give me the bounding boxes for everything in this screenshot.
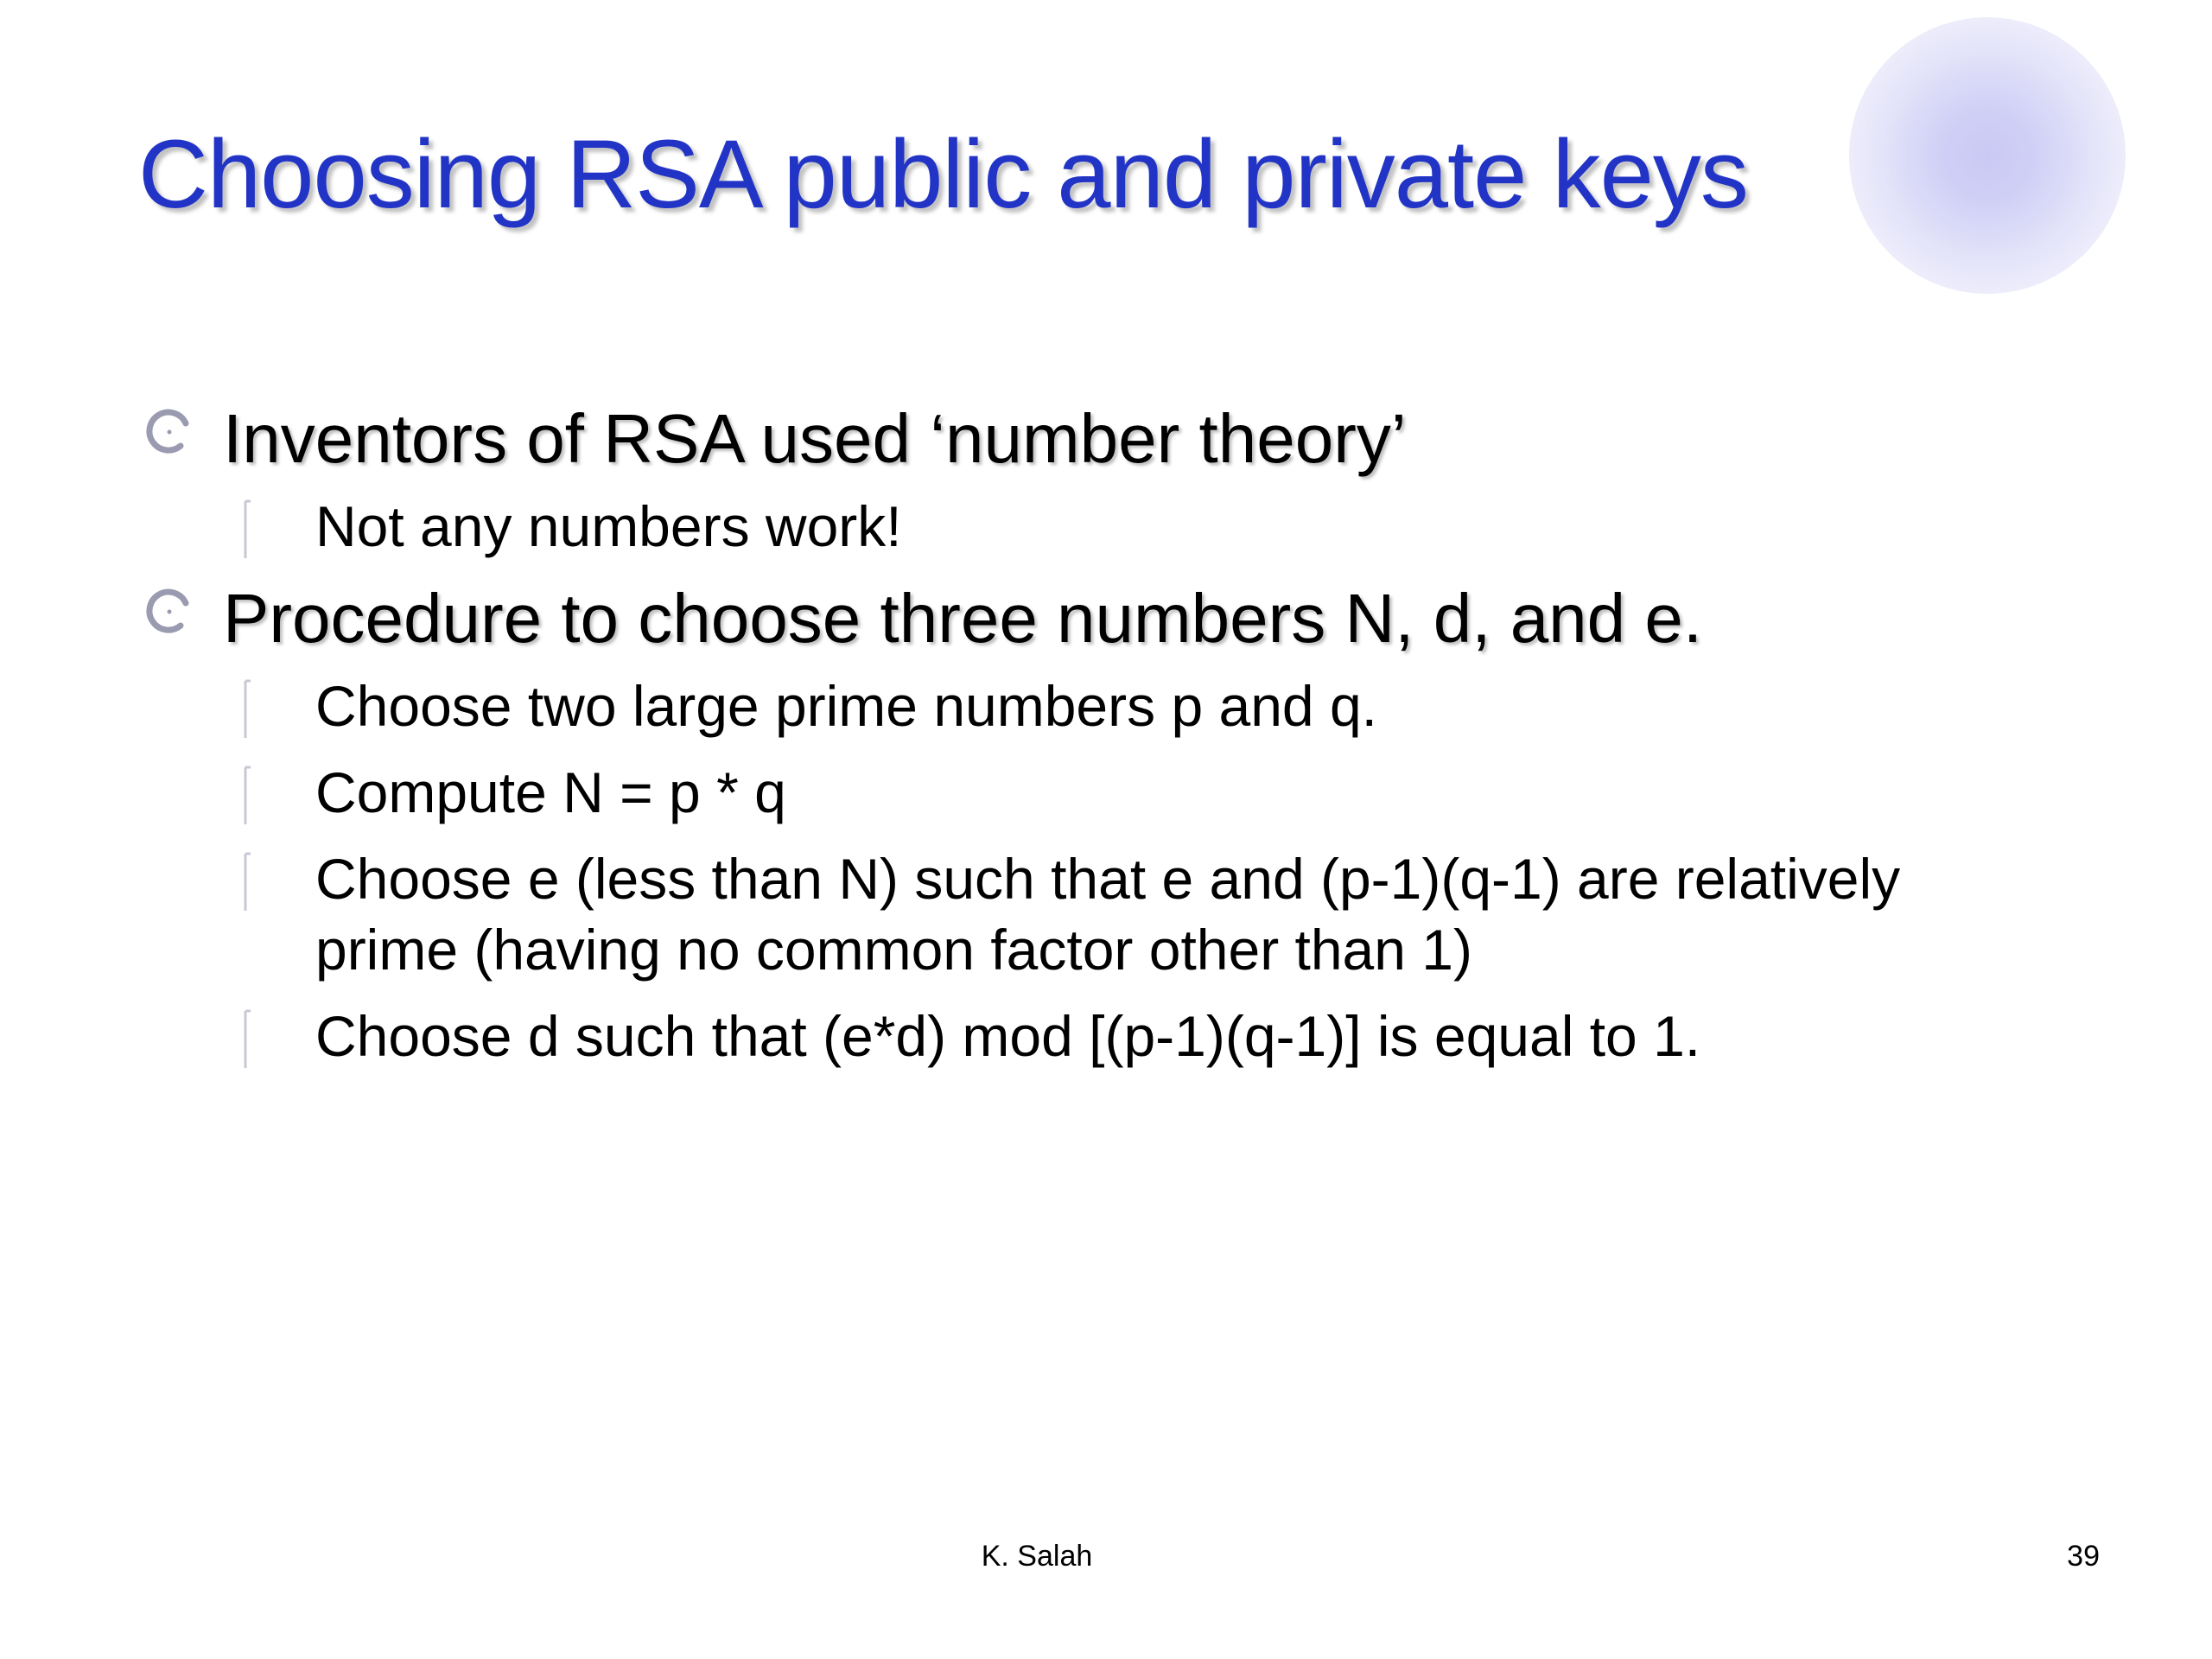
- slide-content: [143, 397, 2130, 1087]
- thin-bar-bullet-icon: [242, 764, 254, 828]
- sub-bullet-2-2: [143, 757, 2130, 828]
- sub-bullet-2-4: [143, 1001, 2130, 1071]
- thin-bar-bullet-icon: [242, 498, 254, 562]
- sub-bullet-2-4-text: Choose d such that (e*d) mod [(p-1)(q-1)] is equal to 1.: [315, 1004, 1701, 1068]
- sub-bullet-2-3: [143, 843, 1940, 985]
- bullet-item-2-text: Procedure to choose three numbers N, d, and e.: [223, 580, 1703, 657]
- sub-bullet-2-1-text: Choose two large prime numbers p and q.: [315, 674, 1377, 738]
- sub-bullet-1-1-text: Not any numbers work!: [315, 494, 902, 558]
- footer-author: K. Salah: [981, 1540, 1093, 1573]
- thin-bar-bullet-icon: [242, 1007, 254, 1071]
- thin-bar-bullet-icon: [242, 850, 254, 914]
- slide-title: Choosing RSA public and private keys: [138, 120, 1748, 228]
- partial-ring-bullet-icon: [143, 586, 191, 634]
- bullet-item-1: [143, 397, 2130, 480]
- bullet-item-1-text: Inventors of RSA used ‘number theory’: [223, 400, 1407, 477]
- sub-bullet-2-1: [143, 671, 2130, 741]
- sub-bullet-1-1: [143, 491, 2130, 562]
- partial-ring-bullet-icon: [143, 406, 191, 454]
- thin-bar-bullet-icon: [242, 677, 254, 741]
- decorative-circle: [1849, 17, 2126, 294]
- bullet-item-2: [143, 577, 2130, 660]
- sub-bullet-2-3-text: Choose e (less than N) such that e and (p-1)(q-1) are relatively prime (having no common factor other than 1): [315, 847, 1901, 982]
- page-number: 39: [2067, 1540, 2100, 1573]
- sub-bullet-2-2-text: Compute N = p * q: [315, 760, 786, 824]
